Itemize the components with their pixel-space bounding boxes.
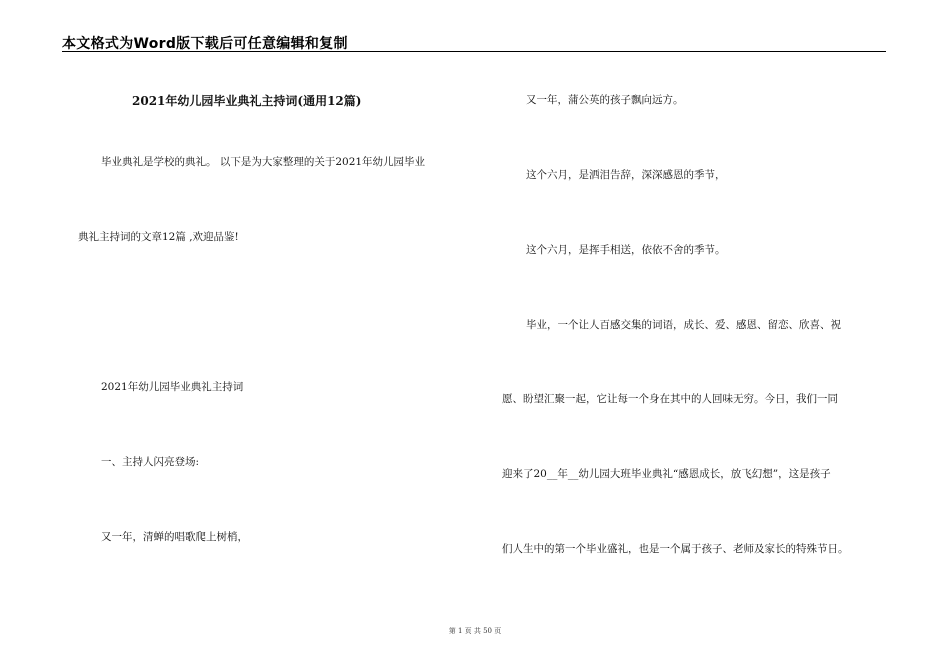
document-title: 2021年幼儿园毕业典礼主持词(通用12篇) [132, 94, 362, 108]
body-line: 这个六月，是洒泪告辞，深深感恩的季节， [526, 169, 726, 181]
section-subheading: 2021年幼儿园毕业典礼主持词 [101, 381, 244, 393]
header-divider [62, 51, 886, 52]
page-footer: 第 1 页 共 50 页 [448, 627, 502, 635]
document-header-title: 本文格式为Word版下载后可任意编辑和复制 [62, 36, 348, 52]
section-1-heading: 一、主持人闪亮登场: [101, 456, 200, 468]
intro-paragraph-line-1: 毕业典礼是学校的典礼。 以下是为大家整理的关于2021年幼儿园毕业 [101, 156, 426, 168]
intro-paragraph-line-2: 典礼主持词的文章12篇 ,欢迎品鉴! [78, 231, 239, 243]
body-line: 愿、盼望汇聚一起，它让每一个身在其中的人回味无穷。今日，我们一同 [502, 393, 838, 405]
body-line: 们人生中的第一个毕业盛礼，也是一个属于孩子、老师及家长的特殊节日。 [502, 543, 849, 555]
body-line: 又一年，清蝉的唱歌爬上树梢， [101, 531, 248, 543]
body-line: 又一年，蒲公英的孩子飘向远方。 [526, 94, 684, 106]
body-line: 迎来了20__年__幼儿园大班毕业典礼“感恩成长，放飞幻想”，这是孩子 [502, 468, 831, 480]
body-line: 这个六月，是挥手相送，依依不舍的季节。 [526, 244, 726, 256]
body-line: 毕业，一个让人百感交集的词语，成长、爱、感恩、留恋、欣喜、祝 [526, 319, 841, 331]
